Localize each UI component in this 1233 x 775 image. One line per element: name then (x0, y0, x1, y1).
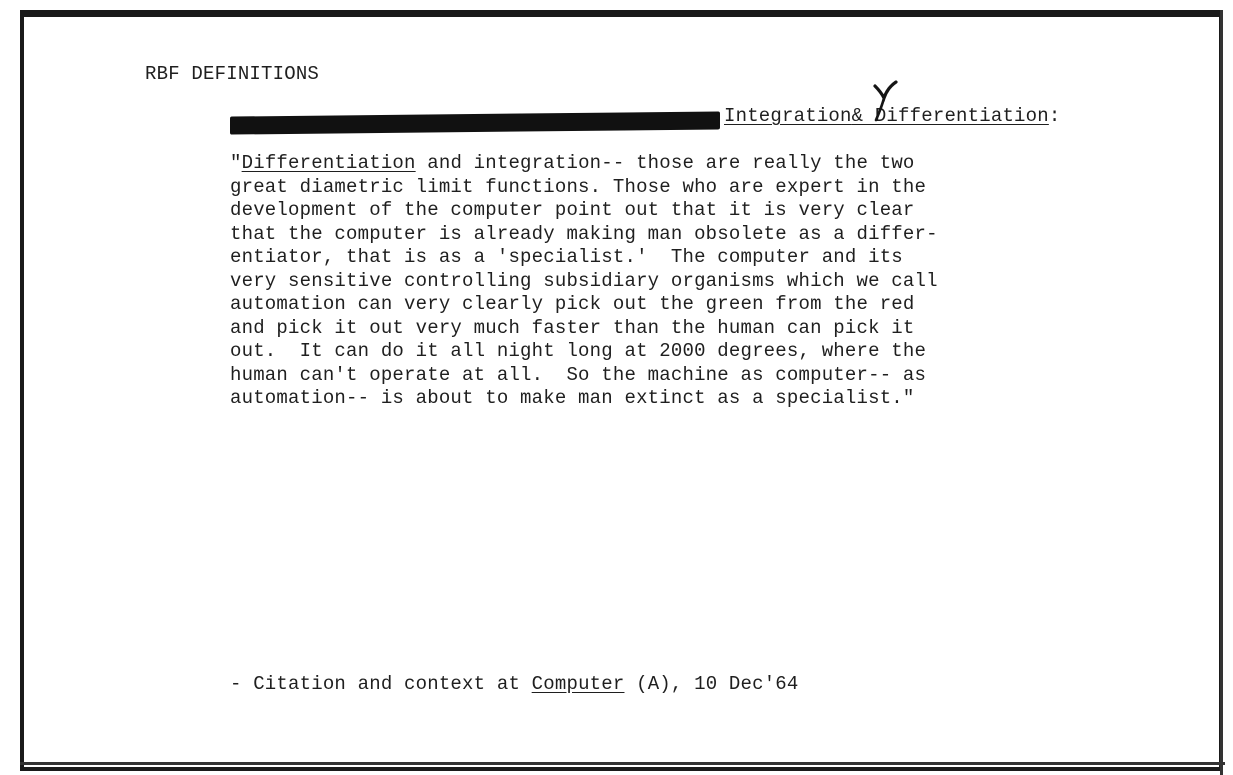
citation-prefix: - Citation and context at (230, 673, 532, 695)
quote-first-line: and integration-- those are really the two (415, 152, 915, 174)
quote-line: development of the computer point out that it is very clear (230, 199, 915, 221)
quote-line: human can't operate at all. So the machine as computer-- as (230, 363, 927, 386)
citation-link-computer[interactable]: Computer (531, 673, 625, 695)
term-part-integration: Integration (724, 105, 852, 127)
quote-line: automation-- is about to make man extinct as a specialist." (230, 387, 915, 409)
quote-first-word: Differentiation (241, 152, 416, 174)
handwritten-insert-mark (872, 80, 898, 122)
term-colon: : (1048, 105, 1061, 127)
quote-line: entiator, that is as a 'specialist.' The computer and its (230, 246, 903, 268)
card-right-edge (1220, 10, 1223, 775)
quote-line: out. It can do it all night long at 2000 degrees, where the (230, 340, 927, 362)
quote-line: very sensitive controlling subsidiary organisms which we call (230, 269, 938, 292)
quote-open-mark: " (230, 152, 242, 174)
quote-line: great diametric limit functions. Those who are expert in the (230, 175, 927, 198)
citation-suffix: (A), 10 Dec'64 (624, 673, 799, 695)
page-title: RBF DEFINITIONS (145, 63, 320, 85)
term-part-differentiation: & Differentiation (851, 105, 1049, 127)
quote-line: and pick it out very much faster than the human can pick it (230, 316, 915, 339)
card-bottom-edge (20, 762, 1225, 765)
citation-line (230, 673, 799, 695)
quote-line: automation can very clearly pick out the green from the red (230, 293, 915, 315)
quote-line: that the computer is already making man obsolete as a differ- (230, 222, 938, 245)
quote-body (230, 152, 1130, 411)
